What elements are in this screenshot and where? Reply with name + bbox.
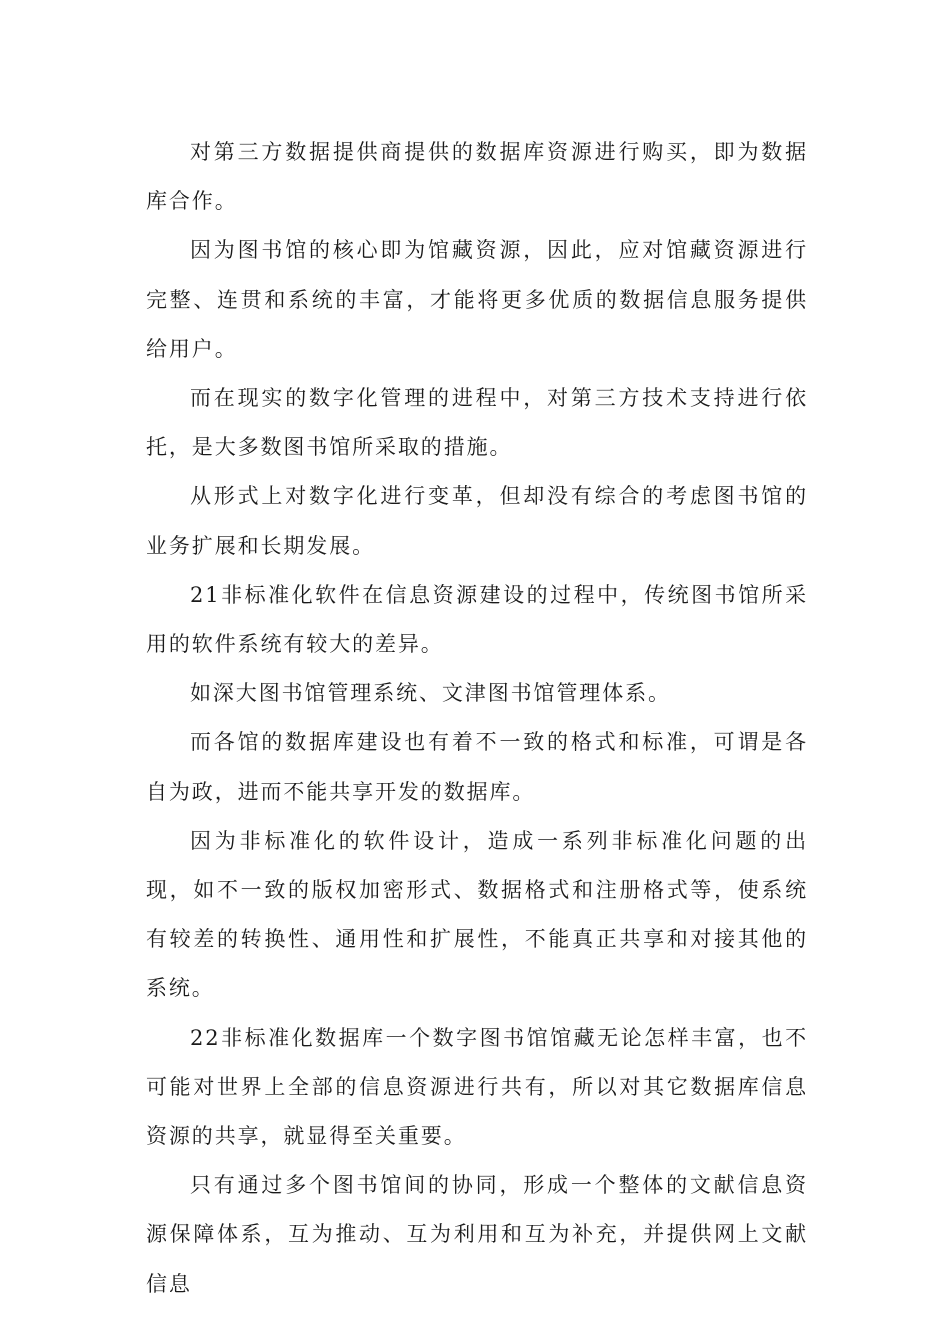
paragraph-10: 只有通过多个图书馆间的协同，形成一个整体的文献信息资源保障体系，互为推动、互为利用和互为补充，并提供网上文献信息 xyxy=(146,1173,808,1296)
paragraph-9: 22非标准化数据库一个数字图书馆馆藏无论怎样丰富，也不可能对世界上全部的信息资源进行共有，所以对其它数据库信息资源的共享，就显得至关重要。 xyxy=(146,1025,808,1149)
paragraph-7: 而各馆的数据库建设也有着不一致的格式和标准，可谓是各自为政，进而不能共享开发的数据库。 xyxy=(146,730,808,804)
paragraph-1: 对第三方数据提供商提供的数据库资源进行购买，即为数据库合作。 xyxy=(146,140,808,214)
paragraph-6: 如深大图书馆管理系统、文津图书馆管理体系。 xyxy=(190,681,671,706)
paragraph-8: 因为非标准化的软件设计，造成一系列非标准化问题的出现，如不一致的版权加密形式、数据格式和注册格式等，使系统有较差的转换性、通用性和扩展性，不能真正共享和对接其他的系统。 xyxy=(146,828,808,1001)
document-body xyxy=(146,128,808,1309)
paragraph-4: 从形式上对数字化进行变革，但却没有综合的考虑图书馆的业务扩展和长期发展。 xyxy=(146,484,808,558)
paragraph-2: 因为图书馆的核心即为馆藏资源，因此，应对馆藏资源进行完整、连贯和系统的丰富，才能将更多优质的数据信息服务提供给用户。 xyxy=(146,238,808,361)
paragraph-5: 21非标准化软件在信息资源建设的过程中，传统图书馆所采用的软件系统有较大的差异。 xyxy=(146,582,808,657)
paragraph-3: 而在现实的数字化管理的进程中，对第三方技术支持进行依托，是大多数图书馆所采取的措施。 xyxy=(146,386,808,460)
